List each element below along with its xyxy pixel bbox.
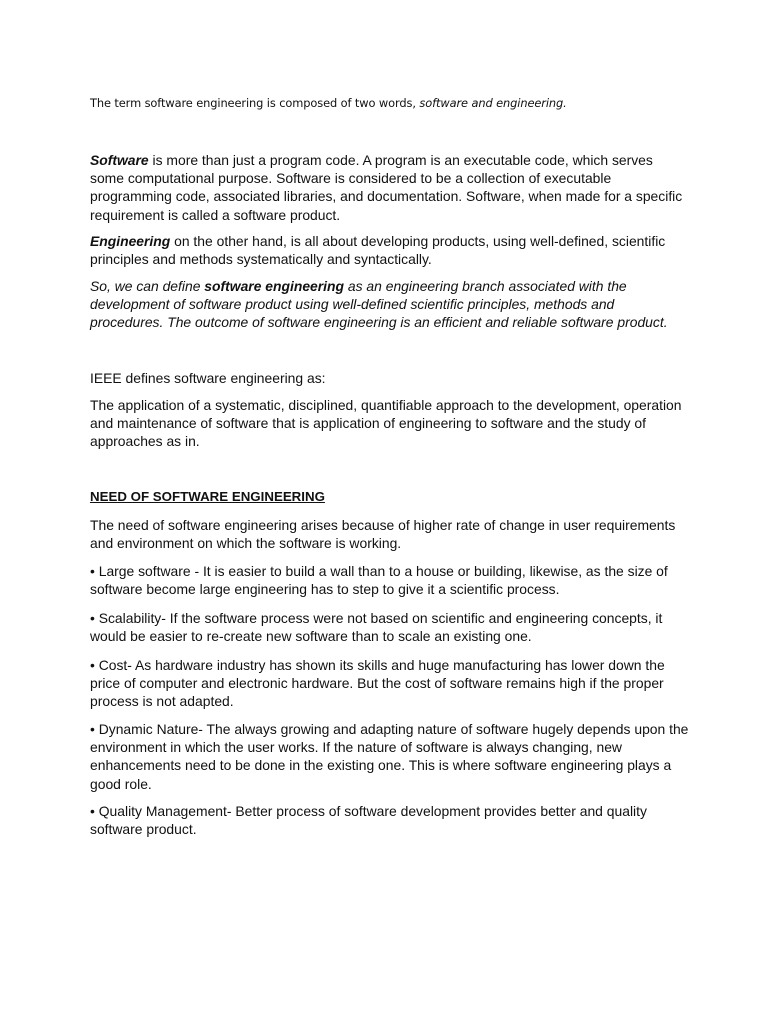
definition-paragraph [90, 277, 690, 332]
engineering-paragraph [90, 232, 690, 268]
definition-after: as an engineering branch associated with the development of software product using well-defined scientific principles, methods and procedures. The outcome of software engineering is an efficient and reliable software product. [90, 278, 668, 331]
bullet-scalability: • Scalability- If the software process were not based on scientific and engineering concepts, it would be easier to re-create new software than to scale an existing one. [90, 610, 663, 645]
bullet-cost: • Cost- As hardware industry has shown its skills and huge manufacturing has lower down the price of computer and electronic hardware. But the cost of software remains high if the proper process is not adapted. [90, 657, 665, 710]
software-term: Software [90, 152, 149, 168]
ieee-definition: The application of a systematic, disciplined, quantifiable approach to the development, operation and maintenance of software that is application of engineering to software and the study of approaches as in. [90, 397, 682, 450]
need-heading: NEED OF SOFTWARE ENGINEERING [90, 489, 325, 504]
definition-term: software engineering [204, 278, 345, 294]
engineering-term: Engineering [90, 233, 171, 249]
software-paragraph [90, 151, 690, 224]
software-text: is more than just a program code. A program is an executable code, which serves some computational purpose. Software is considered to be a collection of executable programming code, associated libraries, and documentation. Software, when made for a specific requirement is called a software product. [90, 152, 683, 223]
engineering-text: on the other hand, is all about developing products, using well-defined, scientific principles and methods systematically and syntactically. [90, 233, 666, 268]
intro-paragraph [90, 94, 690, 112]
bullet-quality-management: • Quality Management- Better process of software development provides better and quality software product. [90, 803, 647, 838]
bullet-large-software: • Large software - It is easier to build a wall than to a house or building, likewise, as the size of software become large engineering has to step to give it a scientific process. [90, 563, 668, 598]
intro-emphasis: software and engineering. [419, 96, 567, 110]
ieee-intro: IEEE defines software engineering as: [90, 370, 326, 386]
need-intro: The need of software engineering arises because of higher rate of change in user requirements and environment on which the software is working. [90, 517, 676, 552]
bullet-dynamic-nature: • Dynamic Nature- The always growing and adapting nature of software hugely depends upon the environment in which the user works. If the nature of software is always changing, new enhancements need to be done in the existing one. This is where software engineering plays a good role. [90, 721, 689, 792]
definition-before: So, we can define [90, 278, 205, 294]
intro-text: The term software engineering is composed of two words, [90, 96, 420, 110]
